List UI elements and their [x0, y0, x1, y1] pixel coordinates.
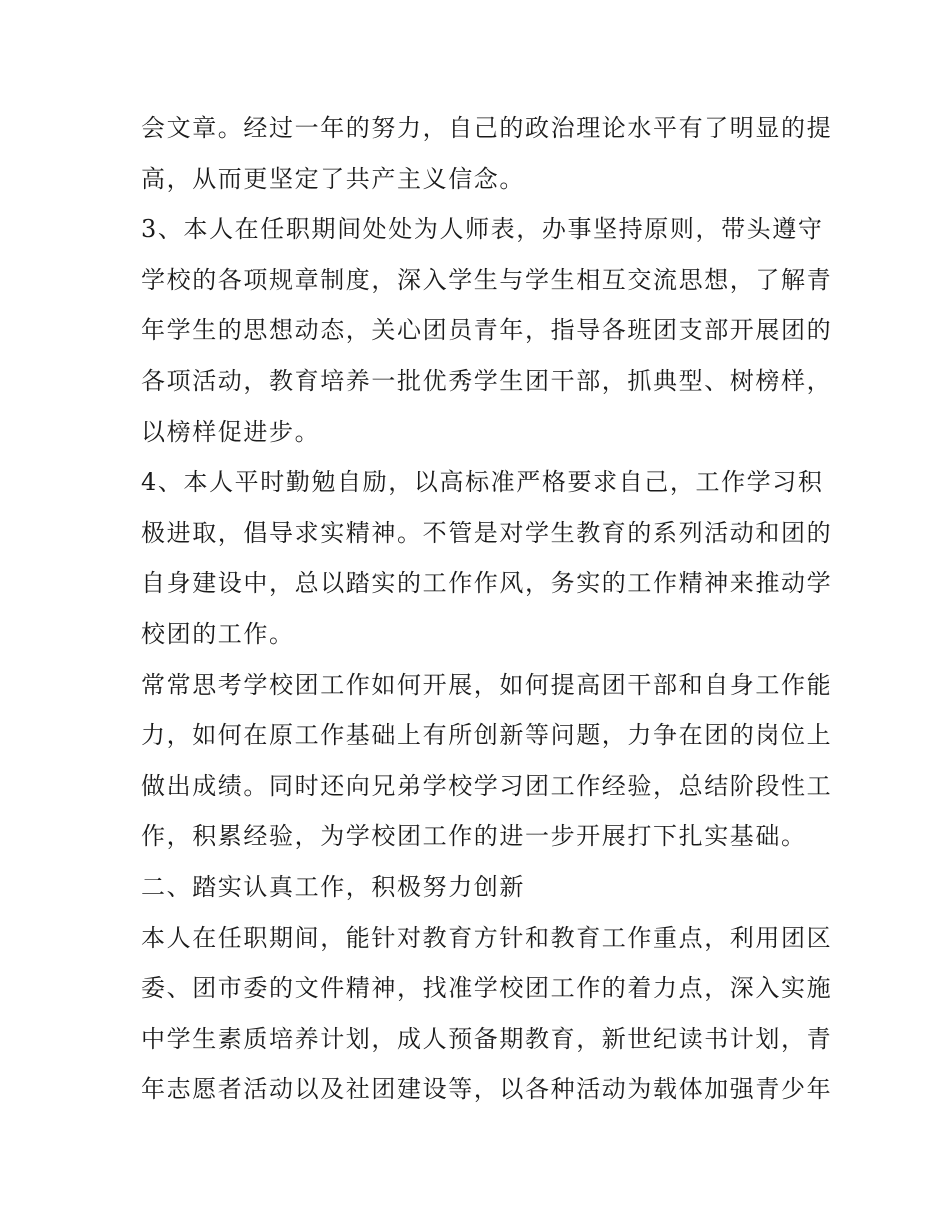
document-body — [141, 103, 833, 1115]
text-line: 自身建设中，总以踏实的工作作风，务实的工作精神来推动学 — [141, 569, 833, 598]
section-heading: 二、踏实认真工作，积极努力创新 — [141, 872, 525, 901]
text-line: 委、团市委的文件精神，找准学校团工作的着力点，深入实施 — [141, 974, 833, 1003]
text-line: 3、本人在任职期间处处为人师表，办事坚持原则，带头遵守 — [141, 215, 824, 244]
text-line: 年志愿者活动以及社团建设等，以各种活动为载体加强青少年 — [141, 1075, 833, 1104]
text-line: 会文章。经过一年的努力，自己的政治理论水平有了明显的提 — [141, 114, 833, 142]
text-line: 力，如何在原工作基础上有所创新等问题，力争在团的岗位上 — [141, 721, 833, 750]
text-line: 学校的各项规章制度，深入学生与学生相互交流思想，了解青 — [141, 265, 833, 294]
text-line: 常常思考学校团工作如何开展，如何提高团干部和自身工作能 — [141, 670, 833, 699]
text-line: 以榜样促进步。 — [141, 417, 321, 446]
text-line: 年学生的思想动态，关心团员青年，指导各班团支部开展团的 — [141, 316, 833, 345]
text-line: 极进取，倡导求实精神。不管是对学生教育的系列活动和团的 — [141, 518, 833, 547]
text-line: 4、本人平时勤勉自励，以高标准严格要求自己，工作学习积 — [141, 468, 824, 497]
text-line: 做出成绩。同时还向兄弟学校学习团工作经验，总结阶段性工 — [141, 771, 833, 800]
text-line: 校团的工作。 — [141, 619, 295, 648]
text-line: 作，积累经验，为学校团工作的进一步开展打下扎实基础。 — [141, 822, 807, 851]
text-line: 高，从而更坚定了共产主义信念。 — [141, 164, 525, 193]
text-line: 各项活动，教育培养一批优秀学生团干部，抓典型、树榜样， — [141, 366, 833, 395]
text-line: 中学生素质培养计划，成人预备期教育，新世纪读书计划，青 — [141, 1024, 833, 1053]
text-line: 本人在任职期间，能针对教育方针和教育工作重点，利用团区 — [141, 923, 833, 952]
